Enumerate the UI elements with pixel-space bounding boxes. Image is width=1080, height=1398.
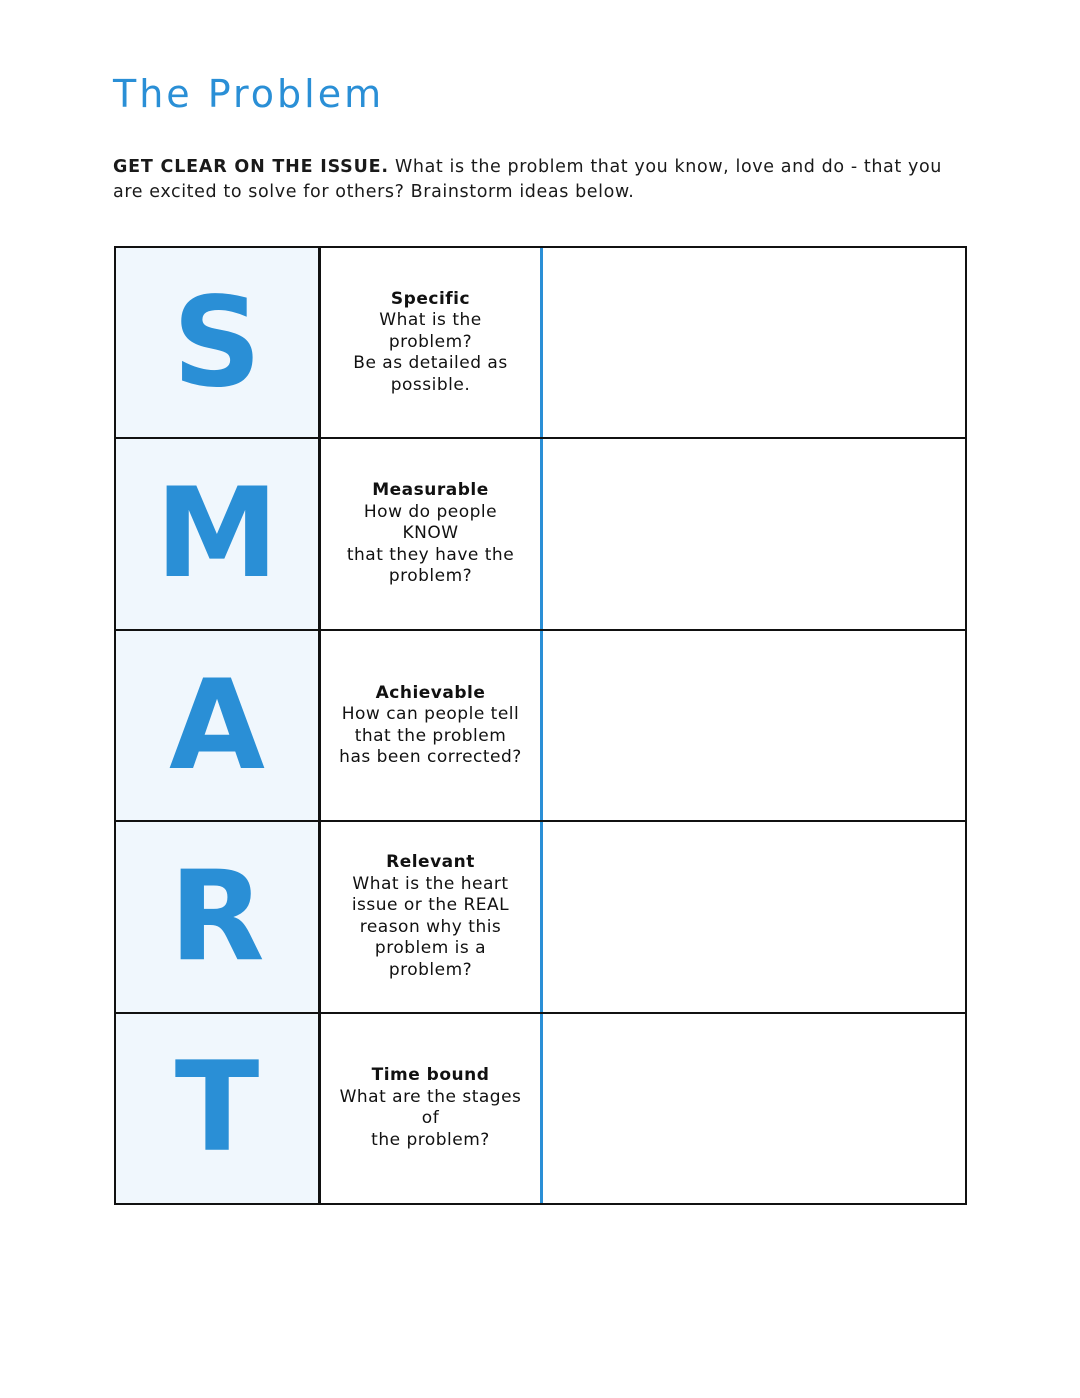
letter-cell	[116, 631, 321, 820]
prompt-cell	[321, 822, 543, 1011]
prompt-line: What is the heart	[352, 873, 509, 894]
prompt-cell	[321, 1014, 543, 1203]
prompt-line: possible.	[390, 374, 471, 395]
answer-area-achievable[interactable]	[543, 631, 965, 820]
prompt-line: the problem?	[371, 1129, 490, 1150]
prompt-line: of	[421, 1108, 440, 1129]
prompt-line: What is the	[379, 310, 482, 331]
smart-table	[114, 246, 967, 1205]
smart-row-achievable	[116, 629, 965, 820]
prompt-line: problem is a	[374, 938, 487, 959]
answer-area-relevant[interactable]	[543, 822, 965, 1011]
smart-letter-a: A	[169, 653, 265, 798]
smart-row-relevant	[116, 820, 965, 1011]
prompt-line: How can people tell	[341, 704, 520, 725]
prompt-line: Be as detailed as	[353, 353, 508, 374]
prompt-line: What are the stages	[339, 1086, 522, 1107]
intro-text: What is the problem that you know, love and do - that you are excited to solve for others? Brainstorm ideas below.	[113, 157, 942, 202]
prompt-line: that the problem	[354, 725, 507, 746]
smart-letter-s: S	[172, 270, 262, 415]
prompt-line: problem?	[388, 959, 473, 980]
prompt-title: Time bound	[371, 1065, 490, 1086]
prompt-line: reason why this	[359, 916, 502, 937]
smart-row-specific	[116, 248, 965, 437]
prompt-line: has been corrected?	[339, 747, 522, 768]
intro-paragraph	[113, 155, 963, 205]
prompt-line: problem?	[388, 331, 473, 352]
prompt-line: How do people	[363, 501, 498, 522]
smart-row-time-bound	[116, 1012, 965, 1203]
letter-cell	[116, 822, 321, 1011]
prompt-cell	[321, 631, 543, 820]
prompt-title: Relevant	[386, 852, 475, 873]
letter-cell	[116, 439, 321, 628]
smart-letter-m: M	[155, 462, 279, 607]
page-title: The Problem	[113, 72, 385, 116]
answer-area-specific[interactable]	[543, 248, 965, 437]
smart-letter-t: T	[174, 1036, 260, 1181]
prompt-line: that they have the	[346, 544, 515, 565]
prompt-line: issue or the REAL	[351, 895, 510, 916]
prompt-title: Measurable	[372, 480, 489, 501]
prompt-title: Specific	[390, 288, 471, 309]
answer-area-time-bound[interactable]	[543, 1014, 965, 1203]
letter-cell	[116, 1014, 321, 1203]
smart-letter-r: R	[169, 844, 265, 989]
intro-lead: GET CLEAR ON THE ISSUE.	[113, 157, 389, 177]
prompt-line: problem?	[388, 566, 473, 587]
prompt-cell	[321, 439, 543, 628]
letter-cell	[116, 248, 321, 437]
prompt-line: KNOW	[402, 523, 459, 544]
prompt-cell	[321, 248, 543, 437]
prompt-title: Achievable	[375, 682, 486, 703]
answer-area-measurable[interactable]	[543, 439, 965, 628]
smart-row-measurable	[116, 437, 965, 628]
